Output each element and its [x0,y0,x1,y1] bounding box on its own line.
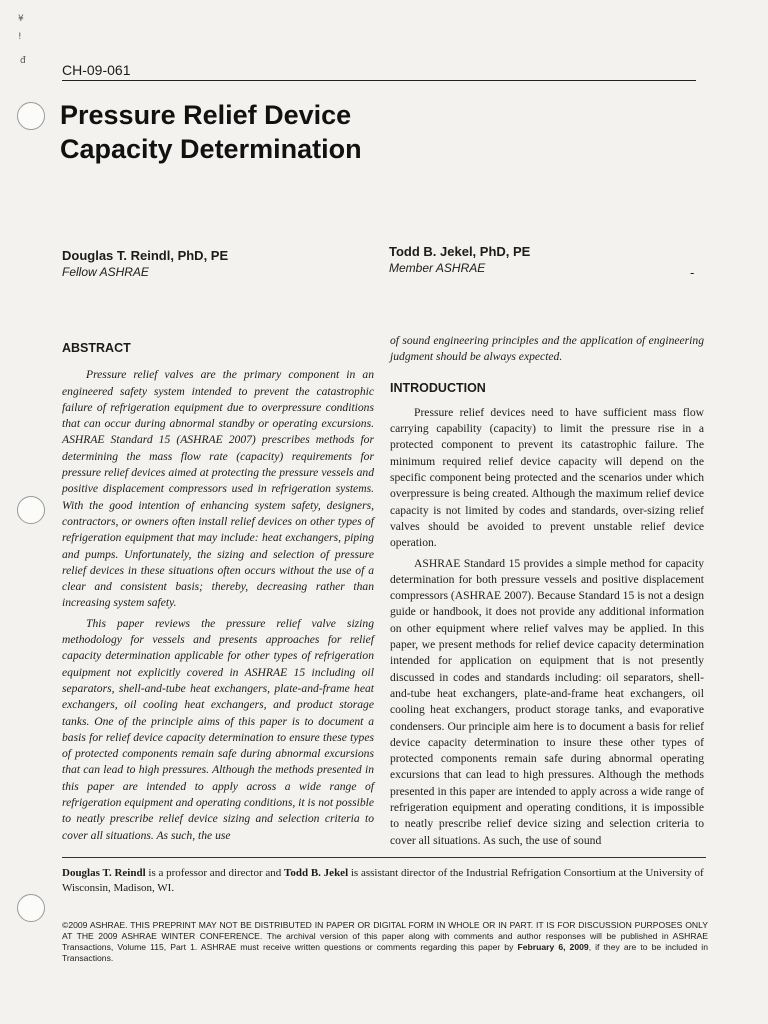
author-2 [389,244,530,275]
footnote-name-1: Douglas T. Reindl [62,867,146,879]
title-line-1: Pressure Relief Device [60,100,352,130]
author-role: Fellow ASHRAE [62,265,149,279]
footnote-rule [62,857,706,858]
document-number: CH-09-061 [62,62,131,78]
footnote-text: is a professor and director and [145,867,285,879]
introduction-heading: INTRODUCTION [390,380,486,395]
scan-speck: ¥ [18,14,24,24]
author-name: Douglas T. Reindl, PhD, PE [62,248,229,263]
notice-deadline: February 6, 2009 [517,942,589,952]
title-line-2: Capacity Determination [60,134,362,164]
author-role: Member ASHRAE [389,261,486,275]
abstract-paragraph-1: Pressure relief valves are the primary component in an engineered safety system intended to prevent the catastrophic failure of refrigeration equipment due to overpressure conditions that can occur during abnormal standby or operating excursions. ASHRAE Standard 15 (ASHRAE 2007) prescribes methods for determining the mass flow rate (capacity) requirements for pressure relief devices aimed at protecting the pressure vessels and positive displacement compressors used in refrigeration systems. With the good intention of enhancing system safety, designers, contractors, or owners often install relief devices on other types of refrigeration equipment that may include: heat exchangers, piping and pumps. Unfortunately, the sizing and selection of pressure relief devices in these situations often occurs without the use of a clear and consistent basis; thereby, decreasing rather than increasing system safety. [62,368,374,610]
footnote-text: is assistant director of the Industrial Refrigation Consortium at the University of Wisconsin, Madison, WI. [62,867,704,894]
notice-lower: The archival version of this paper along with comments and author responses will be published in ASHRAE Transactions, Volume 115, Part 1. ASHRAE must receive written questions or comments regarding this paper by [62,931,708,952]
punch-hole [17,894,45,922]
paper-title [60,98,660,166]
right-column [390,333,704,849]
scan-speck: đ [20,56,26,66]
abstract-paragraph-2: This paper reviews the pressure relief valve sizing methodology for vessels and presents approaches for relief capacity determination applicable for other types of refrigeration equipment not explicitly covered in ASHRAE 15 including oil separators, shell-and-tube heat exchangers, plate-and-frame heat exchangers, oil cooling heat exchangers, and product storage tanks. One of the principle aims of this paper is to document a basis for relief device capacity determination to ensure these types of protected components remain safe during abnormal excursions that can lead to high pressures. Although the methods presented in this paper are intended to apply across a wide range of refrigeration equipment and operating conditions, it is not possible to neatly prescribe relief device sizing and selection criteria to cover all situations. As such, the use [62,616,374,842]
scan-mark: - [690,266,695,280]
punch-hole [17,102,45,130]
punch-hole [17,496,45,524]
abstract-continued: of sound engineering principles and the application of engineering judgment should be always expected. [390,334,704,364]
notice-upper: ©2009 ASHRAE. THIS PREPRINT MAY NOT BE DISTRIBUTED IN PAPER OR DIGITAL FORM IN WHOLE OR IN PART. IT IS FOR DISCUSSION PURPOSES ONLY AT THE 2009 ASHRAE WINTER CONFERENCE. [62,920,708,941]
left-column [62,340,374,844]
introduction-paragraph-1: Pressure relief devices need to have sufficient mass flow carrying capability (capacity) to limit the pressure rise in a protected component to prevent its catastrophic failure. The minimum required relief device capacity will depend on the specific component being protected and the scenarios under which overpressure is being created. Although the maximum relief device capacity is not limited by codes and standards, over-sizing relief valves should be avoided to prevent unstable relief device operation. [390,405,704,550]
header-rule [62,80,696,81]
scan-speck: ! [18,32,22,42]
abstract-heading: ABSTRACT [62,341,131,355]
author-name: Todd B. Jekel, PhD, PE [389,244,531,259]
notice-lower: , if they are to be included in Transactions. [62,942,708,963]
author-1 [62,248,228,279]
footnote-name-2: Todd B. Jekel [284,867,349,879]
author-footnote [62,866,706,896]
introduction-paragraph-2: ASHRAE Standard 15 provides a simple method for capacity determination for both pressure vessels and positive displacement compressors (ASHRAE 2007). Because Standard 15 is not a design guide or handbook, it does not provide any additional information on other equipment where relief valves may be applied. In this paper, we present methods for relief device capacity determination intended for application on equipment that is not presently discussed in codes and standards including: oil separators, shell-and-tube heat exchangers, plate-and-frame heat exchangers, oil cooling heat exchangers, product storage tanks, and evaporative condensers. Our principle aim here is to document a basis for relief device capacity determination to insure these other types of protected components remain safe during abnormal operating excursions that can lead to high pressures. Although the methods presented in this paper are intended to apply across a wide range of refrigeration equipment and operating conditions, it is impossible to neatly prescribe relief device sizing and selection criteria to cover all situations. As such, the use of sound [390,556,704,847]
copyright-notice [62,920,708,964]
